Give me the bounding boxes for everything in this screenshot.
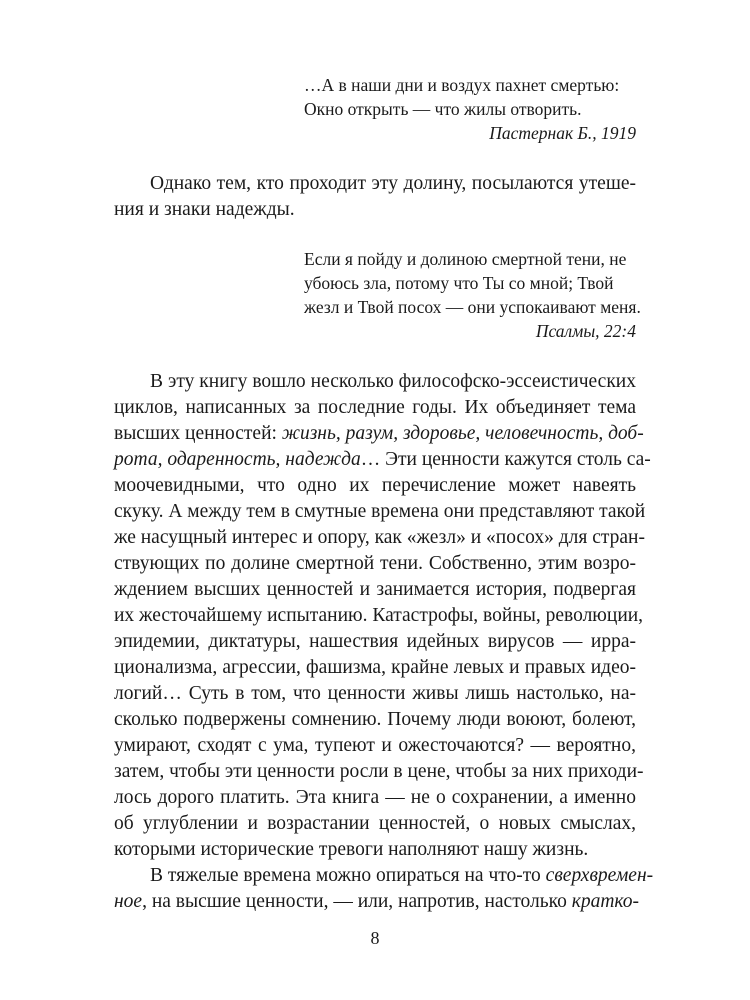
epigraph-line: Если я пойду и долиною смертной тени, не [304,249,627,269]
paragraph-line: ционализма, агрессии, фашизма, крайне левых и правых идео- [114,657,636,678]
emphasis-text: кратко- [571,891,640,912]
paragraph-line: ждением высших ценностей и занимается история, подвергая [114,579,636,600]
paragraph-line: же насущный интерес и опору, как «жезл» и «посох» для стран- [114,527,645,548]
paragraph-line: ствующих по долине смертной тени. Собственно, этим возро- [114,553,636,574]
paragraph-line: сколько подвержены сомнению. Почему люди воюют, болеют, [114,709,636,730]
paragraph-line: их жесточайшему испытанию. Катастрофы, войны, революции, [114,605,644,626]
emphasis-text: рота, одаренность, надежда [114,449,361,470]
paragraph-line: умирают, сходят с ума, тупеют и ожесточаются? — вероятно, [114,735,636,756]
paragraph-line: логий… Суть в том, что ценности живы лишь настолько, на- [114,683,636,704]
emphasis-text: ное [114,891,143,912]
paragraph-line [150,864,654,888]
paragraph-line: лось дорого платить. Эта книга — не о сохранении, а именно [114,787,636,808]
paragraph-line: скуку. А между тем в смутные времена они представляют такой [114,501,646,522]
paragraph-line [114,448,651,472]
text-run: высших ценностей: [114,423,282,444]
page-number: 8 [370,928,380,948]
epigraph-source: Псалмы, 22:4 [535,321,636,341]
epigraph-line: убоюсь зла, потому что Ты со мной; Твой [304,273,614,293]
epigraph-source: Пастернак Б., 1919 [489,123,636,143]
paragraph-line: которыми исторические тревоги наполняют нашу жизнь. [114,839,589,860]
paragraph-line: циклов, написанных за последние годы. Их объединяет тема [114,397,636,418]
emphasis-text: сверхвремен- [545,865,654,886]
paragraph-line: ния и знаки надежды. [114,199,295,220]
paragraph-line: Однако тем, кто проходит эту долину, посылаются утеше- [150,173,636,194]
epigraph-line: …А в наши дни и воздух пахнет смертью: [304,75,620,95]
paragraph-line: затем, чтобы эти ценности росли в цене, чтобы за них приходи- [114,761,644,782]
paragraph-line: эпидемии, диктатуры, нашествия идейных вирусов — ирра- [114,631,636,652]
paragraph-line: В эту книгу вошло несколько философско-эссеистических [150,371,636,392]
text-run: … Эти ценности кажутся столь са- [360,449,651,470]
epigraph-line: жезл и Твой посох — они успокаивают меня. [304,297,641,317]
paragraph-line [114,890,640,914]
epigraph-line: Окно открыть — что жилы отворить. [304,99,582,119]
text-run: В тяжелые времена можно опираться на что-то [150,865,546,886]
emphasis-text: жизнь, разум, здоровье, человечность, доб- [281,423,644,444]
paragraph-line: об углублении и возрастании ценностей, о новых смыслах, [114,813,636,834]
text-run: , на высшие ценности, — или, напротив, настолько [142,891,572,912]
paragraph-line: моочевидными, что одно их перечисление может навеять [114,475,636,496]
paragraph-line [114,422,644,446]
